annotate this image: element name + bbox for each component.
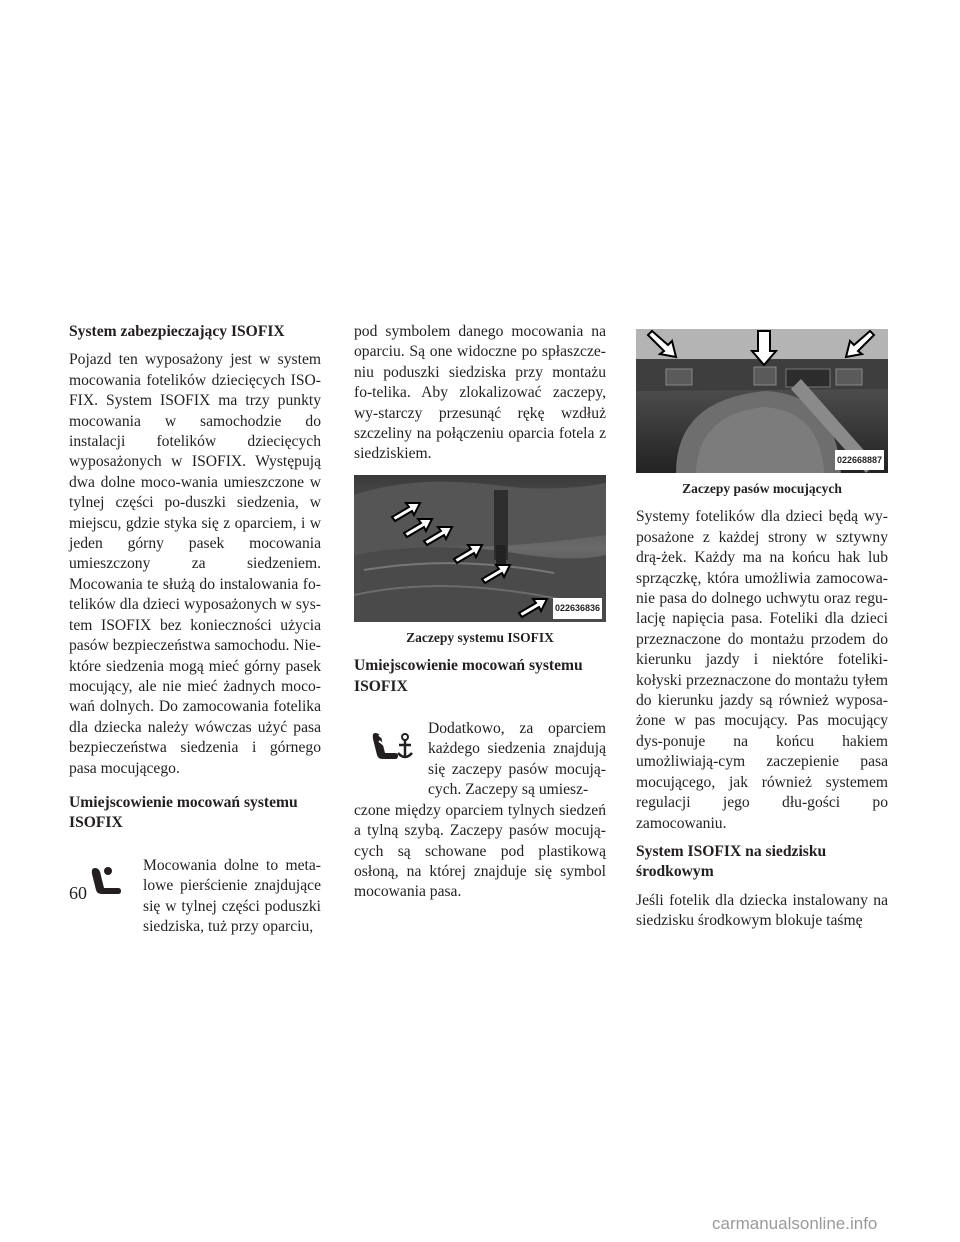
paragraph-isofix-intro: Pojazd ten wyposażony jest w system mocowania fotelików dziecięcych ISO-FIX. System ISOFIX ma trzy punkty mocowania w samochodzie do instalacji fotelików dziecięcych wyposażonych w ISOFIX. Występują dwa dolne moco-wania umieszczone w tylnej części po-duszki siedzenia, w miejscu, gdzie styka się z oparciem, i w jeden górny pasek mocowania umieszczony za siedzeniem. Mocowania te służą do instalowania fo-telików dla dzieci wyposażonych w sys-tem ISOFIX bez konieczności użycia pasów bezpieczeństwa samochodu. Nie-które siedzenia mogą mieć górny pasek mocujący, ale nie mieć żadnych moco-wań dolnych. Do zamocowania fotelika dla dziecka należy wówczas użyć pasa bezpieczeństwa siedzenia i górnego pasa mocującego. — [69, 351, 322, 777]
section-heading-anchor-location: Umiejscowienie mocowań systemu ISOFIX — [69, 793, 298, 832]
site-watermark: carmanualsonline.info — [712, 1214, 878, 1233]
section-heading-isofix: System zabezpieczający ISOFIX — [69, 323, 285, 340]
tether-anchor-text-rest: czone między oparciem tylnych siedzeń a tylną szybą. Zaczepy pasów mocują-cych są schowane pod plastikową osłoną, na której znajduje się symbol mocowania pasa. — [354, 801, 606, 901]
paragraph-center-seat: Jeśli fotelik dla dziecka instalowany na siedzisku środkowym blokuje taśmę — [636, 891, 888, 930]
tether-anchor-icon — [354, 719, 428, 799]
tether-anchor-paragraph — [354, 719, 606, 801]
figure-caption-isofix: Zaczepy systemu ISOFIX — [406, 629, 554, 645]
lower-anchor-paragraph — [69, 856, 321, 938]
column-middle — [354, 322, 606, 911]
figure-caption-tether: Zaczepy pasów mocujących — [682, 481, 842, 496]
section-heading-center-seat: System ISOFIX na siedzisku środkowym — [636, 842, 827, 881]
figure-tether-anchors — [636, 329, 888, 473]
paragraph-child-seat-systems: Systemy fotelików dla dzieci będą wy-posażone z każdej strony w sztywny drą-żek. Każdy ma na końcu hak lub sprzączkę, która umożliwia zamocowa-nie pasa do dolnego uchwytu oraz regu-lację napięcia pasa. Foteliki dla dzieci przeznaczone do montażu przodem do kierunku jazdy i niektóre foteliki-kołyski przeznaczone do montażu tyłem do kierunku jazdy są również wyposa-żone w pas mocujący. Pas mocujący dys-ponuje na końcu hakiem umożliwiają-cym zaczepienie pasa mocującego, jak również systemem regulacji jego dłu-gości po zamocowaniu. — [636, 508, 888, 832]
paragraph-anchor-visibility: pod symbolem danego mocowania na oparciu. Są one widoczne po spłaszcze-niu poduszki siedziska przy montażu fo-telika. Aby zlokalizować zaczepy, wy-starczy przesunąć rękę wzdłuż szczeliny na połączeniu oparcia fotela z siedziskiem. — [354, 323, 606, 463]
page-number: 60 — [69, 883, 87, 903]
tether-anchor-text-start: Dodatkowo, za oparciem każdego siedzenia znajdują się zaczepy pasów mocują-cych. Zaczepy są umiesz- — [428, 720, 606, 799]
figure-code-2: 022668887 — [835, 450, 884, 470]
column-right — [636, 329, 888, 940]
column-left — [69, 322, 321, 945]
section-heading-anchor-location-2: Umiejscowienie mocowań systemu ISOFIX — [354, 657, 583, 695]
figure-code: 022636836 — [553, 598, 602, 618]
lower-anchor-text: Mocowania dolne to meta-lowe pierścienie znajdujące się w tylnej części poduszki siedziska, tuż przy oparciu, — [143, 856, 321, 935]
figure-isofix-anchors — [354, 475, 606, 622]
